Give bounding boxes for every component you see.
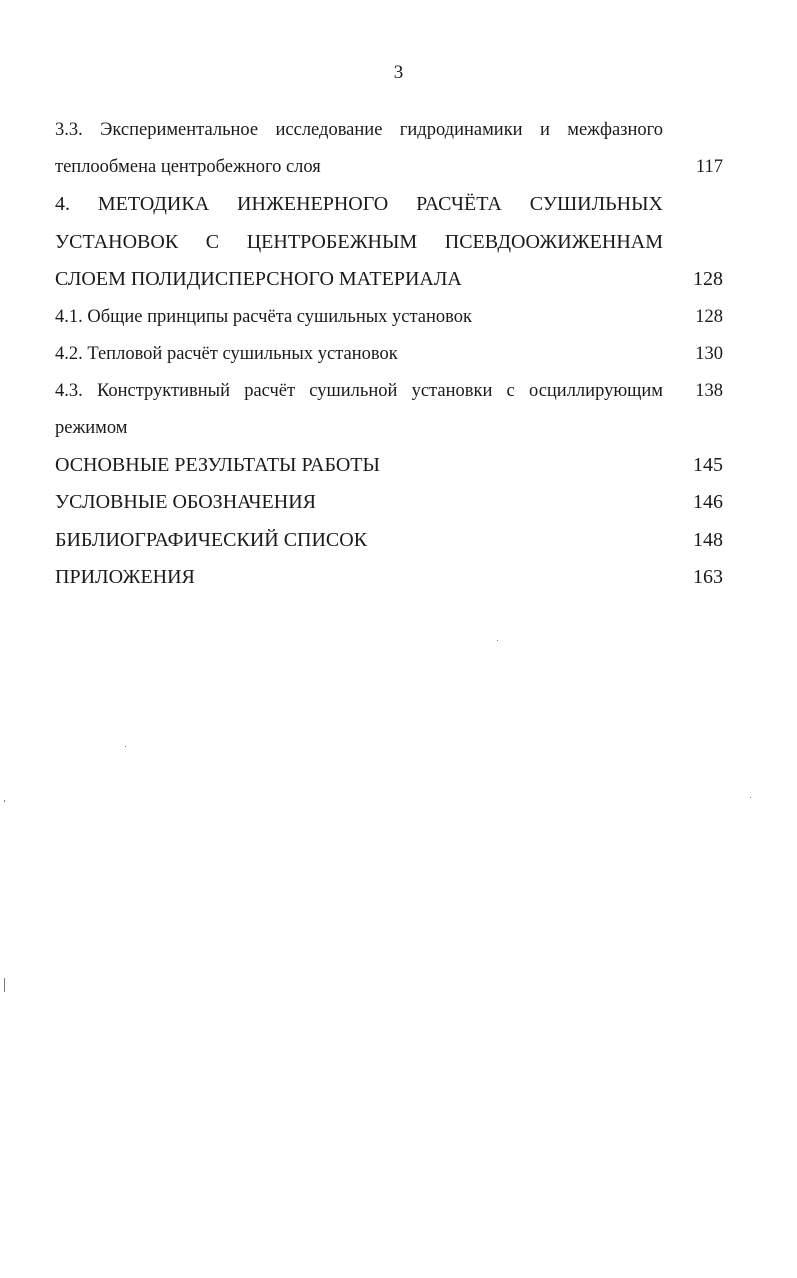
toc-page-number: 128 [693,268,723,290]
toc-entry-line: 4. МЕТОДИКА ИНЖЕНЕРНОГО РАСЧЁТА СУШИЛЬНЫХ [55,193,663,215]
toc-entry-line: ОСНОВНЫЕ РЕЗУЛЬТАТЫ РАБОТЫ [55,453,380,476]
toc-entry-bibliography[interactable] [55,522,723,560]
toc-entry-3-3[interactable] [55,112,723,186]
toc-page-number: 146 [693,491,723,513]
toc-page-number: 117 [695,157,723,177]
toc-entry-4-3[interactable] [55,373,723,447]
scan-speck [125,746,126,747]
toc-entry-results[interactable] [55,447,723,485]
toc-entry-4[interactable] [55,186,723,299]
toc-entry-line: 4.2. Тепловой расчёт сушильных установок [55,343,398,364]
toc-entry-line: БИБЛИОГРАФИЧЕСКИЙ СПИСОК [55,528,368,551]
toc-entry-line: УСТАНОВОК С ЦЕНТРОБЕЖНЫМ ПСЕВДООЖИЖЕННАМ [55,230,663,253]
toc-entry-line: 4.3. Конструктивный расчёт сушильной установки с осциллирующим [55,380,663,401]
toc-page-number: 128 [695,306,723,327]
scan-mark-line [4,978,5,992]
scan-speck [750,797,751,798]
toc-entry-line: 3.3. Экспериментальное исследование гидродинамики и межфазного [55,120,663,140]
toc-page-number: 130 [695,343,723,364]
toc-page-number: 148 [693,528,723,551]
toc-entry-line: 4.1. Общие принципы расчёта сушильных установок [55,306,473,327]
toc-page-number: 145 [693,453,723,476]
toc-page-number: 163 [693,566,723,588]
table-of-contents [55,112,723,597]
scan-speck [4,800,5,802]
toc-entry-line: УСЛОВНЫЕ ОБОЗНАЧЕНИЯ [55,491,316,513]
toc-entry-line: ПРИЛОЖЕНИЯ [55,566,195,588]
toc-entry-appendices[interactable] [55,559,723,597]
toc-entry-4-1[interactable] [55,299,723,336]
toc-page-number: 138 [695,380,723,401]
toc-entry-4-2[interactable] [55,336,723,373]
page-number: 3 [393,62,404,83]
toc-entry-line: СЛОЕМ ПОЛИДИСПЕРСНОГО МАТЕРИАЛА [55,268,462,290]
toc-entry-line: теплообмена центробежного слоя [55,157,321,177]
toc-entry-line: режимом [55,417,128,438]
scan-speck [497,640,498,641]
toc-entry-notation[interactable] [55,484,723,522]
